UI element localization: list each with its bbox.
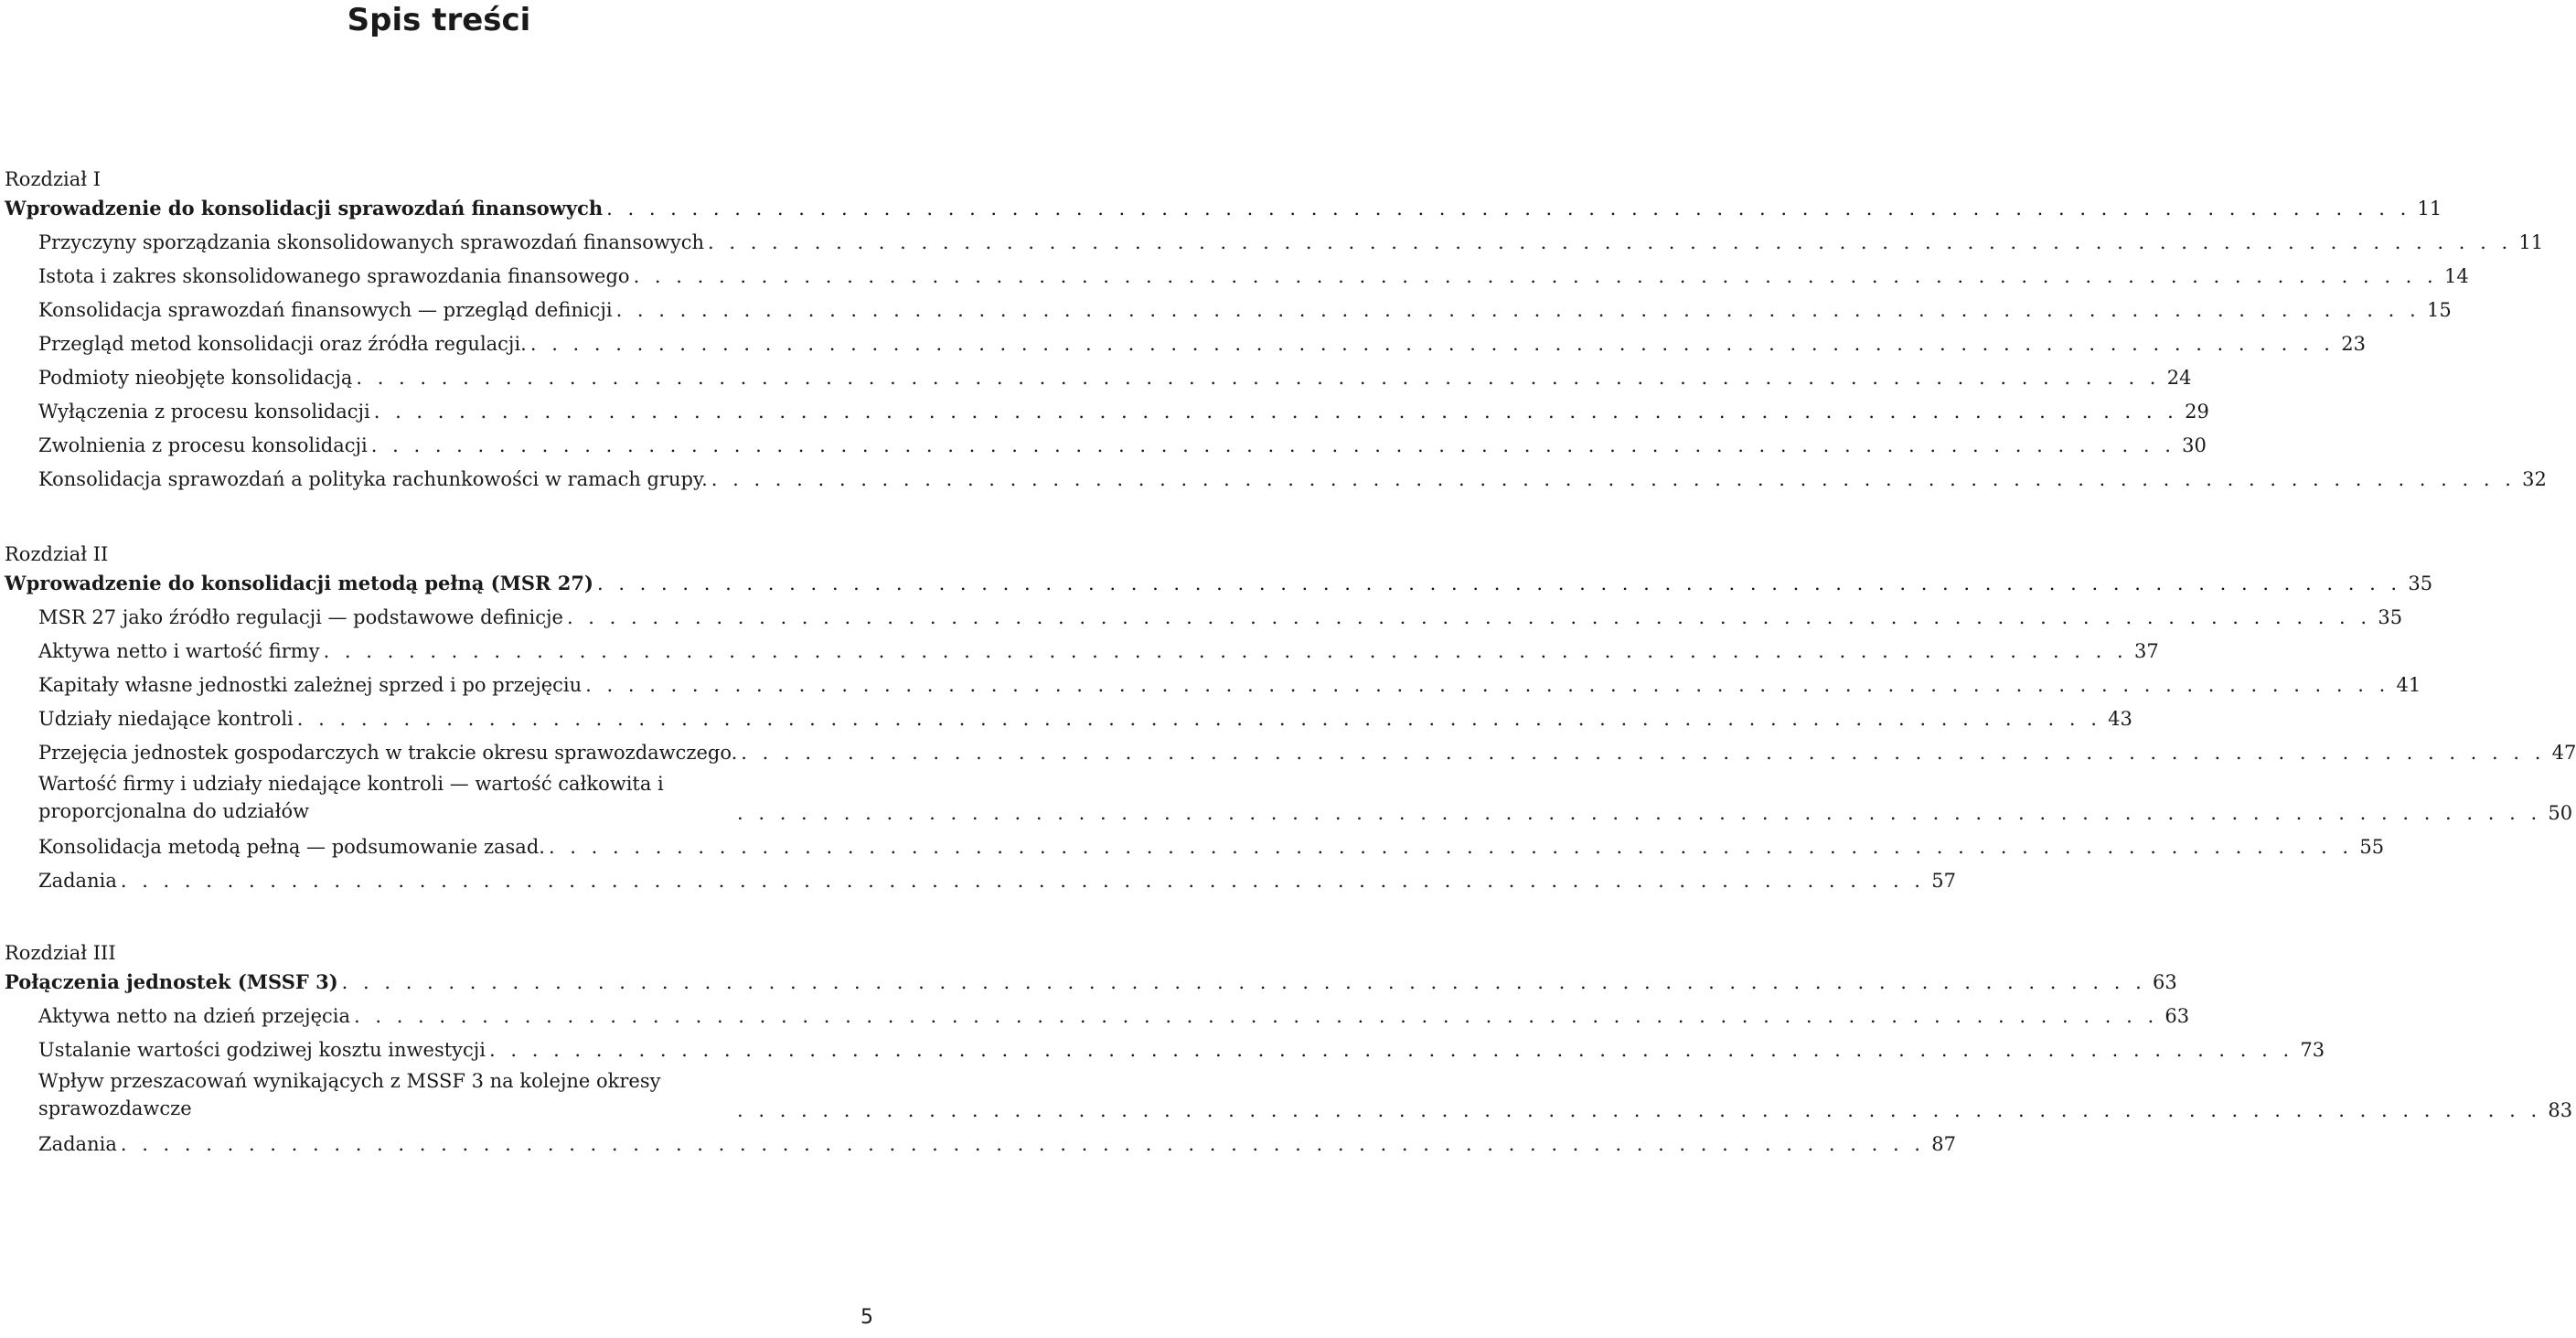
dot-leader: . . . . . . . . . . . . . . . . . . . . . . . . . . . . . . . . . . . . . . . . . . . . . . . . . . . . . . . . . . . . . . . . . . . . . . . . . . . . . . . . . . . . . <box>566 606 2372 628</box>
chapter-3 <box>5 941 2573 1158</box>
toc-page-number: 14 <box>2443 265 2469 287</box>
dot-leader: . . . . . . . . . . . . . . . . . . . . . . . . . . . . . . . . . . . . . . . . . . . . . . . . . . . . . . . . . . . . . . . . . . . . . . . . . . . . . . . . . . . . . <box>708 231 2513 253</box>
toc-entry-title: Kapitały własne jednostki zależnej sprzed i po przejęciu <box>38 674 583 696</box>
toc-entry-title: Konsolidacja sprawozdań finansowych — przegląd definicji <box>38 299 613 321</box>
toc-entry-title: Zadania <box>38 1133 117 1155</box>
toc-page-number: 24 <box>2166 367 2192 389</box>
toc-entry-title: Zwolnienia z procesu konsolidacji <box>38 434 368 456</box>
toc-entry-title: Ustalanie wartości godziwej kosztu inwestycji <box>38 1039 486 1061</box>
toc-page-number: 57 <box>1931 870 1956 892</box>
toc-entry[interactable] <box>5 597 2403 631</box>
toc-page-number: 30 <box>2182 434 2207 456</box>
dot-leader: . . . . . . . . . . . . . . . . . . . . . . . . . . . . . . . . . . . . . . . . . . . . . . . . . . . . . . . . . . . . . . . . . . . . . . . . . . . . . . . . . . . . . <box>356 367 2161 389</box>
toc-entry-title: Wpływ przeszacowań wynikających z MSSF 3 na kolejne okresy sprawozdawcze <box>38 1070 661 1119</box>
toc-entry[interactable] <box>5 459 2547 493</box>
toc-page-number: 73 <box>2300 1039 2325 1061</box>
toc-page-number: 50 <box>2548 802 2573 824</box>
toc-entry[interactable] <box>5 766 2573 827</box>
toc-entry-title: Wprowadzenie do konsolidacji metodą pełną (MSR 27) <box>5 572 593 594</box>
toc-entry-chapter[interactable] <box>5 191 2442 222</box>
dot-leader: . . . . . . . . . . . . . . . . . . . . . . . . . . . . . . . . . . . . . . . . . . . . . . . . . . . . . . . . . . . . . . . . . . . . . . . . . . . . . . . . . . . . . <box>120 1133 1925 1155</box>
toc-page-number: 63 <box>2164 1005 2190 1027</box>
dot-leader: . . . . . . . . . . . . . . . . . . . . . . . . . . . . . . . . . . . . . . . . . . . . . . . . . . . . . . . . . . . . . . . . . . . . . . . . . . . . . . . . . . . . . <box>341 971 2146 993</box>
page-title: Spis treści <box>347 2 531 38</box>
toc-page-number: 43 <box>2108 708 2132 730</box>
toc-entry[interactable] <box>5 733 2576 766</box>
dot-leader: . . . . . . . . . . . . . . . . . . . . . . . . . . . . . . . . . . . . . . . . . . . . . . . . . . . . . . . . . . . . . . . . . . . . . . . . . . . . . . . . . . . . . <box>711 468 2516 490</box>
toc-entry-title: Wyłączenia z procesu konsolidacji <box>38 401 370 423</box>
toc-entry-title: Zadania <box>38 870 117 892</box>
toc-page-number: 35 <box>2378 606 2403 628</box>
chapter-1 <box>5 167 2547 493</box>
chapter-2 <box>5 542 2576 894</box>
toc-entry[interactable] <box>5 1064 2573 1124</box>
toc-entry[interactable] <box>5 996 2190 1030</box>
chapter-label: Rozdział I <box>5 168 102 190</box>
toc-page-number: 63 <box>2153 971 2177 993</box>
toc-page-number: 23 <box>2341 333 2366 355</box>
toc-entry[interactable] <box>5 324 2366 358</box>
dot-leader: . . . . . . . . . . . . . . . . . . . . . . . . . . . . . . . . . . . . . . . . . . . . . . . . . . . . . . . . . . . . . . . . . . . . . . . . . . . . . . . . . . . . . <box>373 401 2178 423</box>
toc-entry[interactable] <box>5 861 1956 894</box>
toc-page-number: 32 <box>2522 468 2547 490</box>
toc-entry-title: Udziały niedające kontroli <box>38 708 294 730</box>
toc-entry-chapter[interactable] <box>5 965 2177 996</box>
dot-leader: . . . . . . . . . . . . . . . . . . . . . . . . . . . . . . . . . . . . . . . . . . . . . . . . . . . . . . . . . . . . . . . . . . . . . . . . . . . . . . . . . . . . . <box>741 742 2546 764</box>
toc-entry[interactable] <box>5 1124 1956 1158</box>
toc-entry-title: Istota i zakres skonsolidowanego sprawozdania finansowego <box>38 265 630 287</box>
toc-entry-title: Przyczyny sporządzania skonsolidowanych sprawozdań finansowych <box>38 231 704 253</box>
toc-page-number: 55 <box>2359 836 2385 858</box>
toc-entry[interactable] <box>5 631 2159 665</box>
toc-entry-title: Wartość firmy i udziały niedające kontroli — wartość całkowita i proporcjonalna do udziałów <box>38 773 664 822</box>
toc-entry[interactable] <box>5 1030 2325 1064</box>
toc-entry-title: Podmioty nieobjęte konsolidacją <box>38 367 353 389</box>
toc-entry[interactable] <box>5 358 2192 391</box>
dot-leader: . . . . . . . . . . . . . . . . . . . . . . . . . . . . . . . . . . . . . . . . . . . . . . . . . . . . . . . . . . . . . . . . . . . . . . . . . . . . . . . . . . . . . <box>354 1005 2159 1027</box>
toc-page-number: 37 <box>2133 640 2159 662</box>
toc-entry[interactable] <box>5 256 2469 290</box>
toc-entry-title: Aktywa netto i wartość firmy <box>38 640 320 662</box>
toc-page-number: 35 <box>2408 573 2433 594</box>
toc-entry[interactable] <box>5 290 2452 324</box>
toc-entry[interactable] <box>5 665 2421 699</box>
dot-leader: . . . . . . . . . . . . . . . . . . . . . . . . . . . . . . . . . . . . . . . . . . . . . . . . . . . . . . . . . . . . . . . . . . . . . . . . . . . . . . . . . . . . . <box>596 573 2402 594</box>
dot-leader: . . . . . . . . . . . . . . . . . . . . . . . . . . . . . . . . . . . . . . . . . . . . . . . . . . . . . . . . . . . . . . . . . . . . . . . . . . . . . . . . . . . . . <box>548 836 2354 858</box>
toc-entry-title: MSR 27 jako źródło regulacji — podstawowe definicje <box>38 606 563 628</box>
toc-entry[interactable] <box>5 222 2544 256</box>
toc-page-number: 41 <box>2396 674 2421 696</box>
toc-page-number: 47 <box>2551 742 2576 764</box>
toc-page-number: 87 <box>1931 1133 1956 1155</box>
toc-entry[interactable] <box>5 391 2209 425</box>
toc-page-number: 15 <box>2426 299 2452 321</box>
toc-page-number: 29 <box>2185 401 2209 423</box>
toc-entry-title: Przegląd metod konsolidacji oraz źródła regulacji. <box>38 333 527 355</box>
toc-page-number: 83 <box>2548 1099 2573 1121</box>
dot-leader: . . . . . . . . . . . . . . . . . . . . . . . . . . . . . . . . . . . . . . . . . . . . . . . . . . . . . . . . . . . . . . . . . . . . . . . . . . . . . . . . . . . . . <box>615 299 2421 321</box>
chapter-label: Rozdział II <box>5 543 109 565</box>
dot-leader: . . . . . . . . . . . . . . . . . . . . . . . . . . . . . . . . . . . . . . . . . . . . . . . . . . . . . . . . . . . . . . . . . . . . . . . . . . . . . . . . . . . . . <box>737 1099 2542 1121</box>
dot-leader: . . . . . . . . . . . . . . . . . . . . . . . . . . . . . . . . . . . . . . . . . . . . . . . . . . . . . . . . . . . . . . . . . . . . . . . . . . . . . . . . . . . . . <box>633 265 2438 287</box>
toc-entry[interactable] <box>5 827 2385 861</box>
toc-entry-title: Aktywa netto na dzień przejęcia <box>38 1005 350 1027</box>
toc-page-number: 11 <box>2518 231 2544 253</box>
dot-leader: . . . . . . . . . . . . . . . . . . . . . . . . . . . . . . . . . . . . . . . . . . . . . . . . . . . . . . . . . . . . . . . . . . . . . . . . . . . . . . . . . . . . . <box>370 434 2175 456</box>
chapter-label: Rozdział III <box>5 942 116 964</box>
toc-entry-title: Wprowadzenie do konsolidacji sprawozdań finansowych <box>5 197 604 219</box>
toc-entry-title: Konsolidacja metodą pełną — podsumowanie zasad. <box>38 836 545 858</box>
dot-leader: . . . . . . . . . . . . . . . . . . . . . . . . . . . . . . . . . . . . . . . . . . . . . . . . . . . . . . . . . . . . . . . . . . . . . . . . . . . . . . . . . . . . . <box>585 674 2390 696</box>
toc-entry-title: Przejęcia jednostek gospodarczych w trakcie okresu sprawozdawczego. <box>38 742 738 764</box>
toc-entry[interactable] <box>5 425 2207 459</box>
page-number: 5 <box>860 1306 873 1329</box>
dot-leader: . . . . . . . . . . . . . . . . . . . . . . . . . . . . . . . . . . . . . . . . . . . . . . . . . . . . . . . . . . . . . . . . . . . . . . . . . . . . . . . . . . . . . <box>489 1039 2294 1061</box>
toc-entry-title: Połączenia jednostek (MSSF 3) <box>5 970 338 993</box>
toc-entry-chapter[interactable] <box>5 566 2433 597</box>
dot-leader: . . . . . . . . . . . . . . . . . . . . . . . . . . . . . . . . . . . . . . . . . . . . . . . . . . . . . . . . . . . . . . . . . . . . . . . . . . . . . . . . . . . . . <box>296 708 2101 730</box>
dot-leader: . . . . . . . . . . . . . . . . . . . . . . . . . . . . . . . . . . . . . . . . . . . . . . . . . . . . . . . . . . . . . . . . . . . . . . . . . . . . . . . . . . . . . <box>323 640 2128 662</box>
dot-leader: . . . . . . . . . . . . . . . . . . . . . . . . . . . . . . . . . . . . . . . . . . . . . . . . . . . . . . . . . . . . . . . . . . . . . . . . . . . . . . . . . . . . . <box>529 333 2335 355</box>
toc-page-number: 11 <box>2417 198 2442 219</box>
toc-entry-title: Konsolidacja sprawozdań a polityka rachunkowości w ramach grupy. <box>38 468 708 490</box>
toc-entry[interactable] <box>5 699 2132 733</box>
dot-leader: . . . . . . . . . . . . . . . . . . . . . . . . . . . . . . . . . . . . . . . . . . . . . . . . . . . . . . . . . . . . . . . . . . . . . . . . . . . . . . . . . . . . . <box>120 870 1925 892</box>
dot-leader: . . . . . . . . . . . . . . . . . . . . . . . . . . . . . . . . . . . . . . . . . . . . . . . . . . . . . . . . . . . . . . . . . . . . . . . . . . . . . . . . . . . . . <box>606 198 2411 219</box>
dot-leader: . . . . . . . . . . . . . . . . . . . . . . . . . . . . . . . . . . . . . . . . . . . . . . . . . . . . . . . . . . . . . . . . . . . . . . . . . . . . . . . . . . . . . <box>737 802 2542 824</box>
